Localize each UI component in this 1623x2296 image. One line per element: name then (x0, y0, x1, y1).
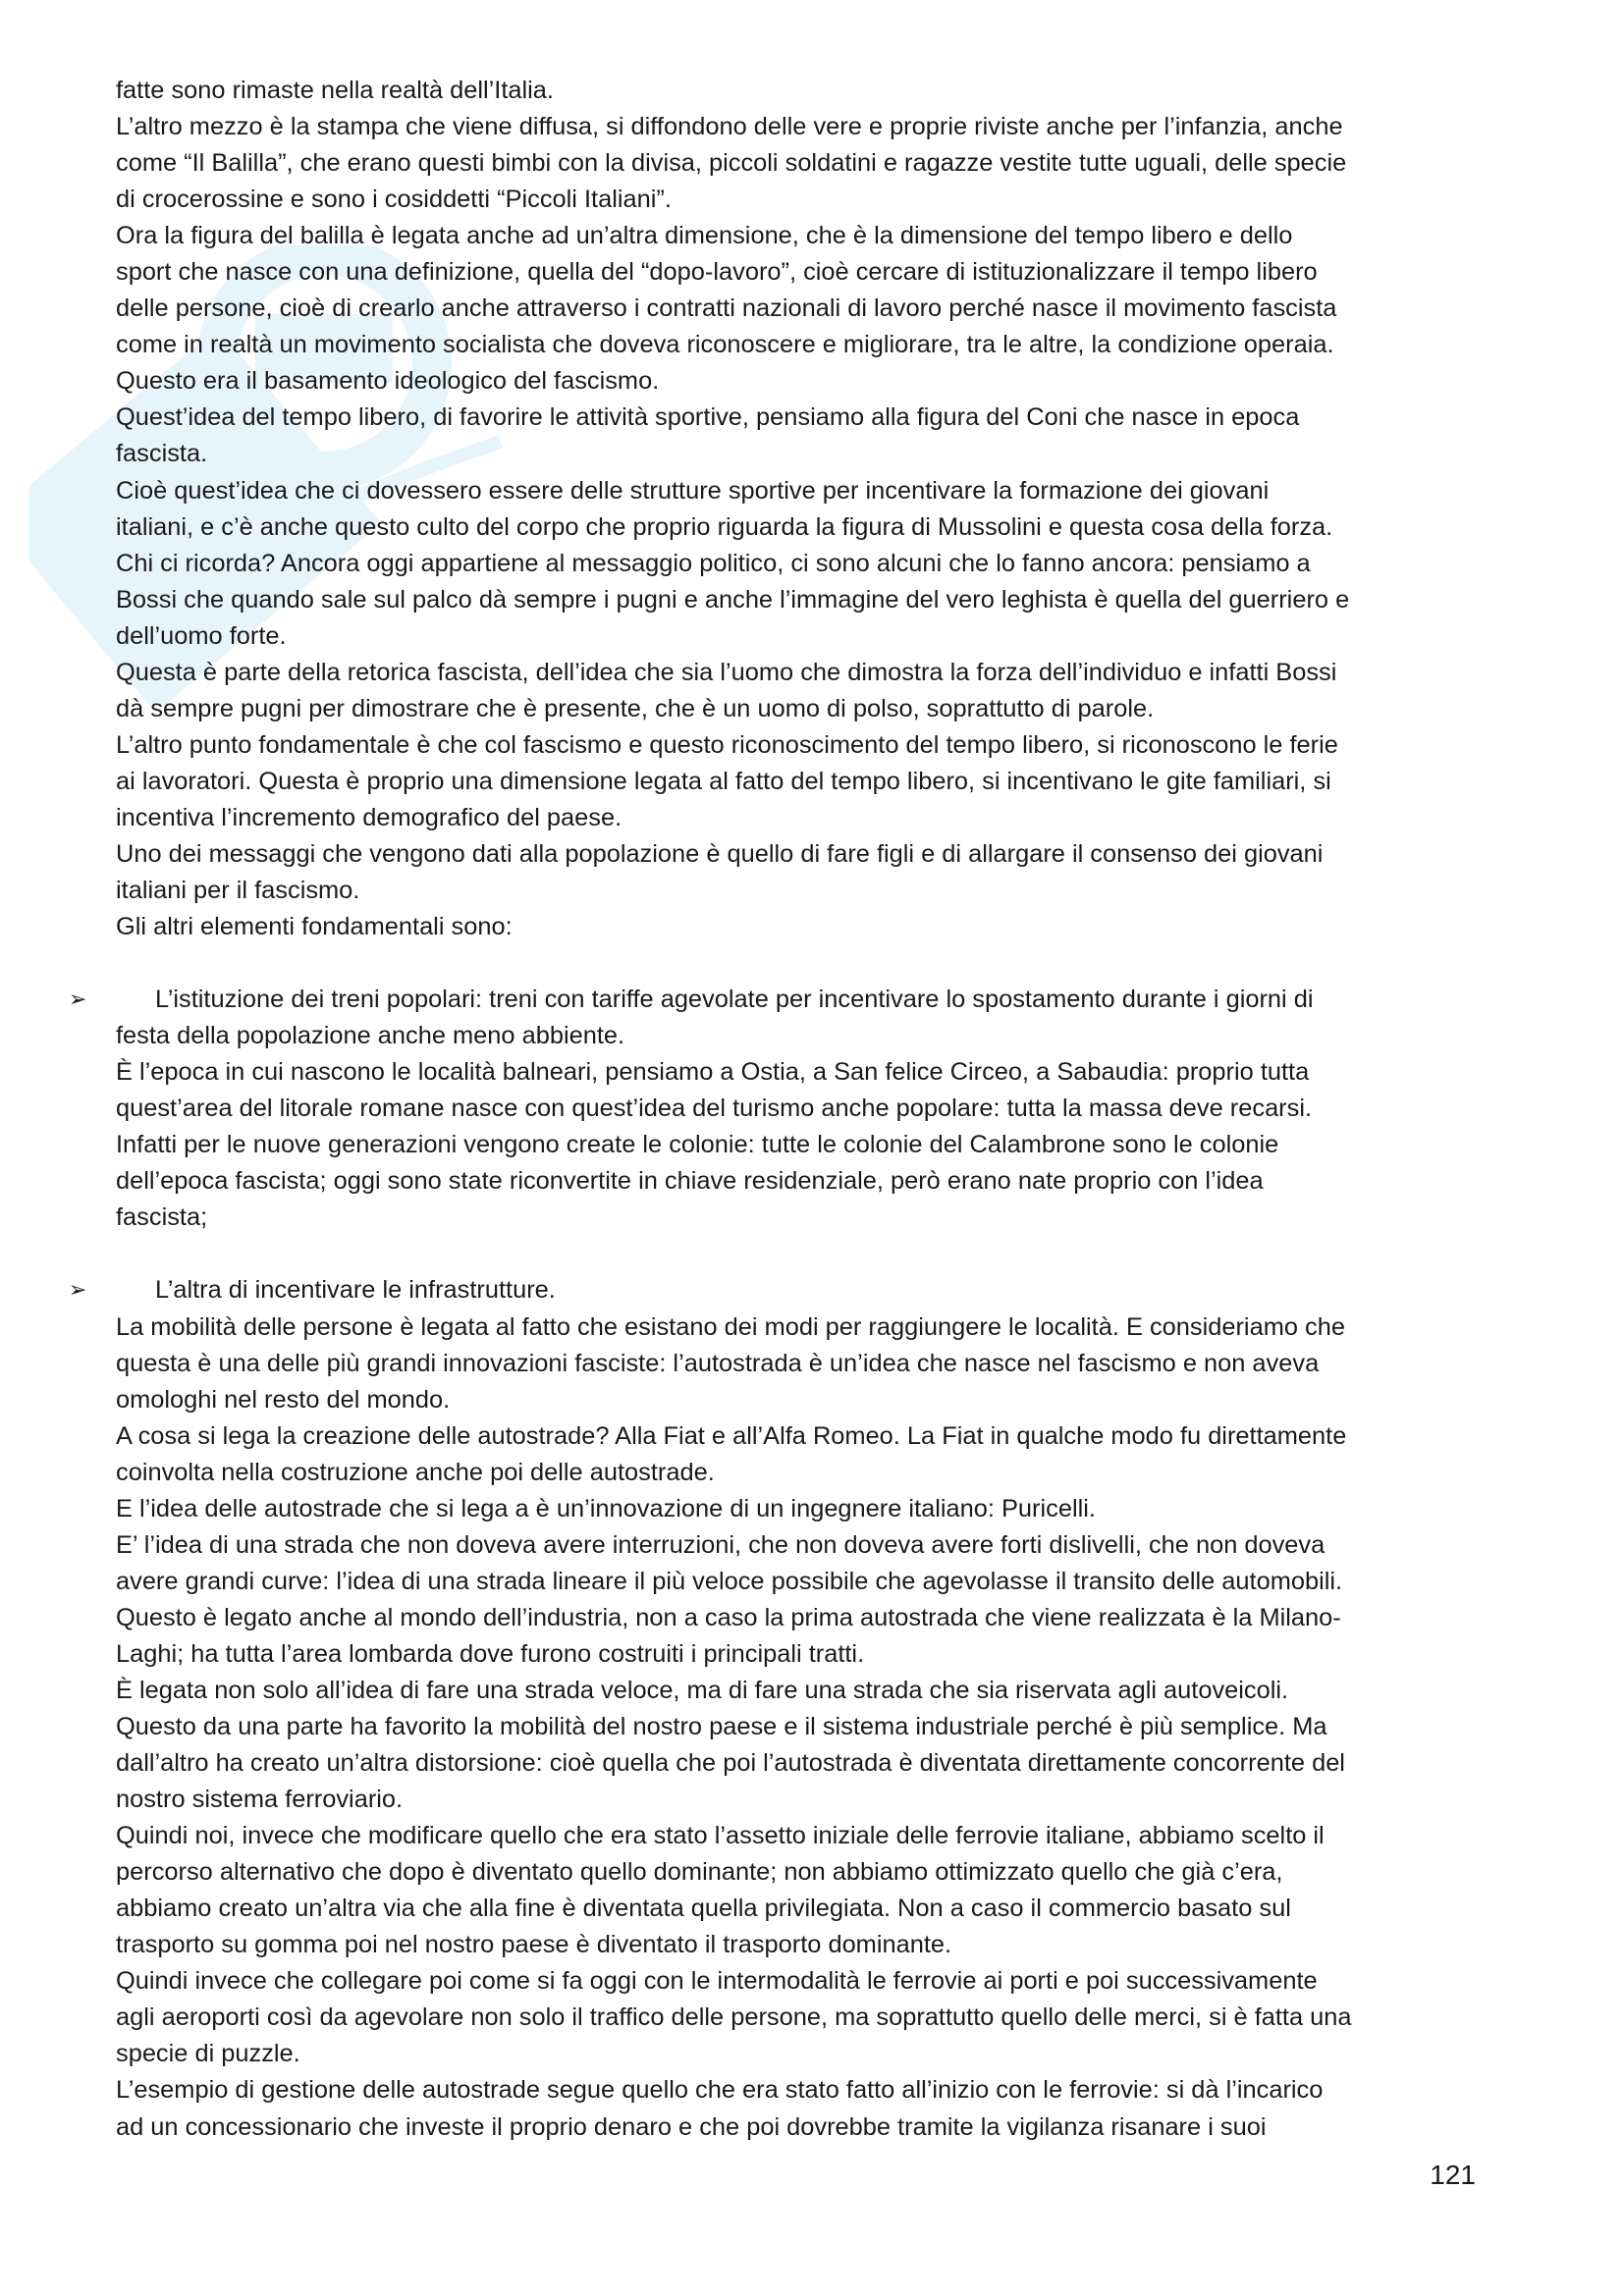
text-line: Infatti per le nuove generazioni vengono create le colonie: tutte le colonie del Calambrone sono le colonie (116, 1131, 1279, 1159)
text-line: Ora la figura del balilla è legata anche ad un’altra dimensione, che è la dimensione del tempo libero e dello (116, 222, 1293, 250)
text-line: È l’epoca in cui nascono le località balneari, pensiamo a Ostia, a San felice Circeo, a Sabaudia: proprio tutta (116, 1058, 1310, 1087)
text-line: festa della popolazione anche meno abbiente. (116, 1022, 625, 1050)
text-line: come in realtà un movimento socialista che doveva riconoscere e migliorare, tra le altre, la condizione operaia. (116, 331, 1334, 359)
text-line: agli aeroporti così da agevolare non solo il traffico delle persone, ma soprattutto quello delle merci, si è fatta una (116, 2003, 1352, 2032)
text-line: dell’uomo forte. (116, 621, 287, 650)
text-line: A cosa si lega la creazione delle autostrade? Alla Fiat e all’Alfa Romeo. La Fiat in qualche modo fu direttamente (116, 1421, 1347, 1450)
text-line: questa è una delle più grandi innovazioni fasciste: l’autostrada è un’idea che nasce nel fascismo e non aveva (116, 1349, 1320, 1377)
text-line: dall’altro ha creato un’altra distorsione: cioè quella che poi l’autostrada è diventata direttamente concorrente del (116, 1749, 1345, 1778)
text-line: Quindi noi, invece che modificare quello che era stato l’assetto iniziale delle ferrovie italiane, abbiamo scelto il (116, 1822, 1325, 1850)
text-line: sport che nasce con una definizione, quella del “dopo-lavoro”, cioè cercare di istituzionalizzare il tempo libero (116, 258, 1318, 287)
text-line: Quest’idea del tempo libero, di favorire le attività sportive, pensiamo alla figura del Coni che nasce in epoca (116, 403, 1300, 432)
text-line: Gli altri elementi fondamentali sono: (116, 913, 513, 941)
text-line: fascista. (116, 440, 208, 468)
arrow-bullet-icon: ➢ (69, 988, 87, 1013)
text-line: Questa è parte della retorica fascista, dell’idea che sia l’uomo che dimostra la forza dell’individuo e infatti Bossi (116, 658, 1337, 686)
bullet-text: L’altra di incentivare le infrastrutture. (155, 1276, 556, 1305)
text-line: dell’epoca fascista; oggi sono state riconvertite in chiave residenziale, però erano nate proprio con l’idea (116, 1167, 1264, 1196)
text-line: L’esempio di gestione delle autostrade segue quello che era stato fatto all’inizio con le ferrovie: si dà l’incarico (116, 2076, 1324, 2105)
text-line: dà sempre pugni per dimostrare che è presente, che è un uomo di polso, soprattutto di parole. (116, 694, 1155, 722)
text-line: Chi ci ricorda? Ancora oggi appartiene al messaggio politico, ci sono alcuni che lo fanno ancora: pensiamo a (116, 549, 1311, 577)
text-line: incentiva l’incremento demografico del paese. (116, 803, 622, 831)
text-line: omologhi nel resto del mondo. (116, 1385, 451, 1414)
text-line: E l’idea delle autostrade che si lega a è un’innovazione di un ingegnere italiano: Puricelli. (116, 1494, 1096, 1522)
text-line: Laghi; ha tutta l’area lombarda dove furono costruiti i principali tratti. (116, 1639, 865, 1668)
text-line: nostro sistema ferroviario. (116, 1786, 404, 1814)
text-line: italiani per il fascismo. (116, 877, 360, 905)
text-line: Questo è legato anche al mondo dell’industria, non a caso la prima autostrada che viene realizzata è la Milano- (116, 1603, 1341, 1631)
text-line: Bossi che quando sale sul palco dà sempre i pugni e anche l’immagine del vero leghista è quella del guerriero e (116, 585, 1350, 614)
text-line: coinvolta nella costruzione anche poi delle autostrade. (116, 1458, 715, 1486)
text-line: italiani, e c’è anche questo culto del corpo che proprio riguarda la figura di Mussolini e questa cosa della forza. (116, 512, 1333, 541)
text-line: specie di puzzle. (116, 2040, 300, 2068)
text-line: ai lavoratori. Questa è proprio una dimensione legata al fatto del tempo libero, si incentivano le gite familiari, si (116, 767, 1331, 795)
text-line: percorso alternativo che dopo è diventato quello dominante; non abbiamo ottimizzato quello che già c’era, (116, 1858, 1283, 1887)
text-line: delle persone, cioè di crearlo anche attraverso i contratti nazionali di lavoro perché nasce il movimento fascista (116, 294, 1337, 323)
text-line: trasporto su gomma poi nel nostro paese è diventato il trasporto dominante. (116, 1931, 952, 1959)
text-line: fascista; (116, 1203, 208, 1232)
page-body (69, 73, 1490, 2146)
text-line: avere grandi curve: l’idea di una strada lineare il più veloce possibile che agevolasse il transito delle automobili. (116, 1567, 1343, 1595)
text-line: Quindi invece che collegare poi come si fa oggi con le intermodalità le ferrovie ai porti e poi successivamente (116, 1967, 1318, 1996)
bullet-item (69, 982, 1490, 1018)
text-line: L’altro mezzo è la stampa che viene diffusa, si diffondono delle vere e proprie riviste anche per l’infanzia, anche (116, 113, 1343, 141)
text-line: quest’area del litorale romane nasce con quest’idea del turismo anche popolare: tutta la massa deve recarsi. (116, 1095, 1313, 1123)
text-line: Cioè quest’idea che ci dovessero essere delle strutture sportive per incentivare la formazione dei giovani (116, 476, 1270, 505)
text-line: di crocerossine e sono i cosiddetti “Piccoli Italiani”. (116, 186, 672, 214)
text-line: L’altro punto fondamentale è che col fascismo e questo riconoscimento del tempo libero, si riconoscono le ferie (116, 730, 1338, 759)
text-line: E’ l’idea di una strada che non doveva avere interruzioni, che non doveva avere forti dislivelli, che non doveva (116, 1530, 1325, 1559)
page-number: 121 (1430, 2160, 1476, 2190)
text-line: La mobilità delle persone è legata al fatto che esistano dei modi per raggiungere le località. E consideriamo che (116, 1312, 1345, 1341)
bullet-item (69, 1272, 1490, 1308)
bullet-text: L’istituzione dei treni popolari: treni con tariffe agevolate per incentivare lo spostamento durante i giorni di (155, 986, 1314, 1014)
text-line: Questo era il basamento ideologico del fascismo. (116, 367, 660, 396)
text-line: È legata non solo all’idea di fare una strada veloce, ma di fare una strada che sia riservata agli autoveicoli. (116, 1676, 1289, 1704)
text-line: Questo da una parte ha favorito la mobilità del nostro paese e il sistema industriale perché è più semplice. Ma (116, 1713, 1327, 1741)
arrow-bullet-icon: ➢ (69, 1278, 87, 1304)
text-line: come “Il Balilla”, che erano questi bimbi con la divisa, piccoli soldatini e ragazze vestite tutte uguali, delle specie (116, 149, 1347, 178)
text-line: ad un concessionario che investe il proprio denaro e che poi dovrebbe tramite la vigilanza risanare i suoi (116, 2112, 1267, 2141)
text-line: abbiamo creato un’altra via che alla fine è diventata quella privilegiata. Non a caso il commercio basato sul (116, 1895, 1291, 1923)
text-line: Uno dei messaggi che vengono dati alla popolazione è quello di fare figli e di allargare il consenso dei giovani (116, 839, 1324, 868)
text-line: fatte sono rimaste nella realtà dell’Italia. (116, 77, 554, 104)
